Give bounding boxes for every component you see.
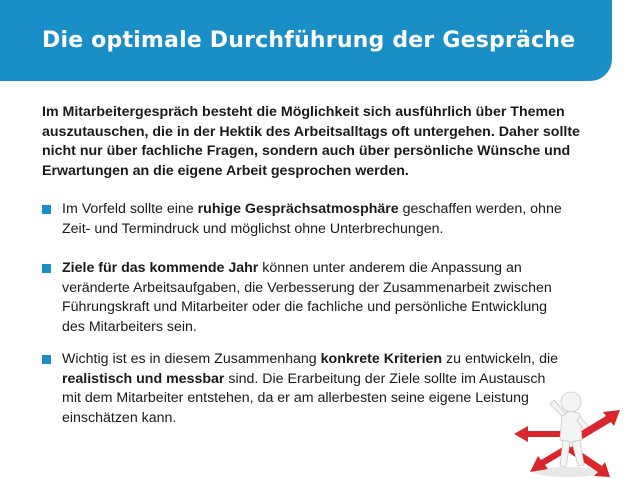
title-bar <box>0 0 612 81</box>
bullet-square-icon <box>42 205 51 214</box>
bullet-bold-text: realistisch und messbar <box>62 370 225 387</box>
bullet-text <box>62 259 562 337</box>
bullet-square-icon <box>42 355 51 364</box>
bullet-bold-text: konkrete Kriterien <box>320 351 443 367</box>
bullet-text <box>62 350 562 428</box>
bullet-item-3 <box>42 350 562 428</box>
bullet-text-part: geschaffen werden, ohne Zeit- und Termindruck und möglichst ohne Unterbrechungen. <box>62 201 562 237</box>
person-at-crossroads-arrows-icon <box>510 382 638 479</box>
bullet-square-icon <box>42 264 51 273</box>
bullet-text-part: Wichtig ist es in diesem Zusammenhang <box>62 351 321 367</box>
bullet-bold-text: ruhige Gesprächsatmosphäre <box>197 201 399 217</box>
intro-paragraph: Im Mitarbeitergespräch besteht die Möglichkeit sich ausführlich über Themen auszutauschen, die in der Hektik des Arbeitsalltags oft untergehen. Daher sollte nicht nur über fachliche Fragen, sondern auch über persönliche Wünsche und Erwartungen an die eigene Arbeit gesprochen werden. <box>42 104 580 179</box>
bullet-item-2 <box>42 259 562 337</box>
bullet-text-part: können unter anderem die Anpassung an veränderte Arbeitsaufgaben, die Verbesserung der Zusammenarbeit zwischen Führungskraft und Mitarbeiter oder die fachliche und persönliche Entwicklung des Mitarbeiters sein. <box>62 260 552 335</box>
bullet-item-1 <box>42 200 562 239</box>
bullet-text-part: Im Vorfeld sollte eine <box>62 201 198 217</box>
bullet-text-part: sind. Die Erarbeitung der Ziele sollte im Austausch mit dem Mitarbeiter entstehen, da er am allerbesten seine eigene Leistung einschätzen kann. <box>62 370 546 426</box>
bullet-bold-text: Ziele für das kommende Jahr <box>62 260 259 276</box>
slide-title: Die optimale Durchführung der Gespräche <box>42 28 576 53</box>
bullet-text-part: zu entwickeln, die <box>442 351 559 367</box>
bullet-text <box>62 200 562 239</box>
